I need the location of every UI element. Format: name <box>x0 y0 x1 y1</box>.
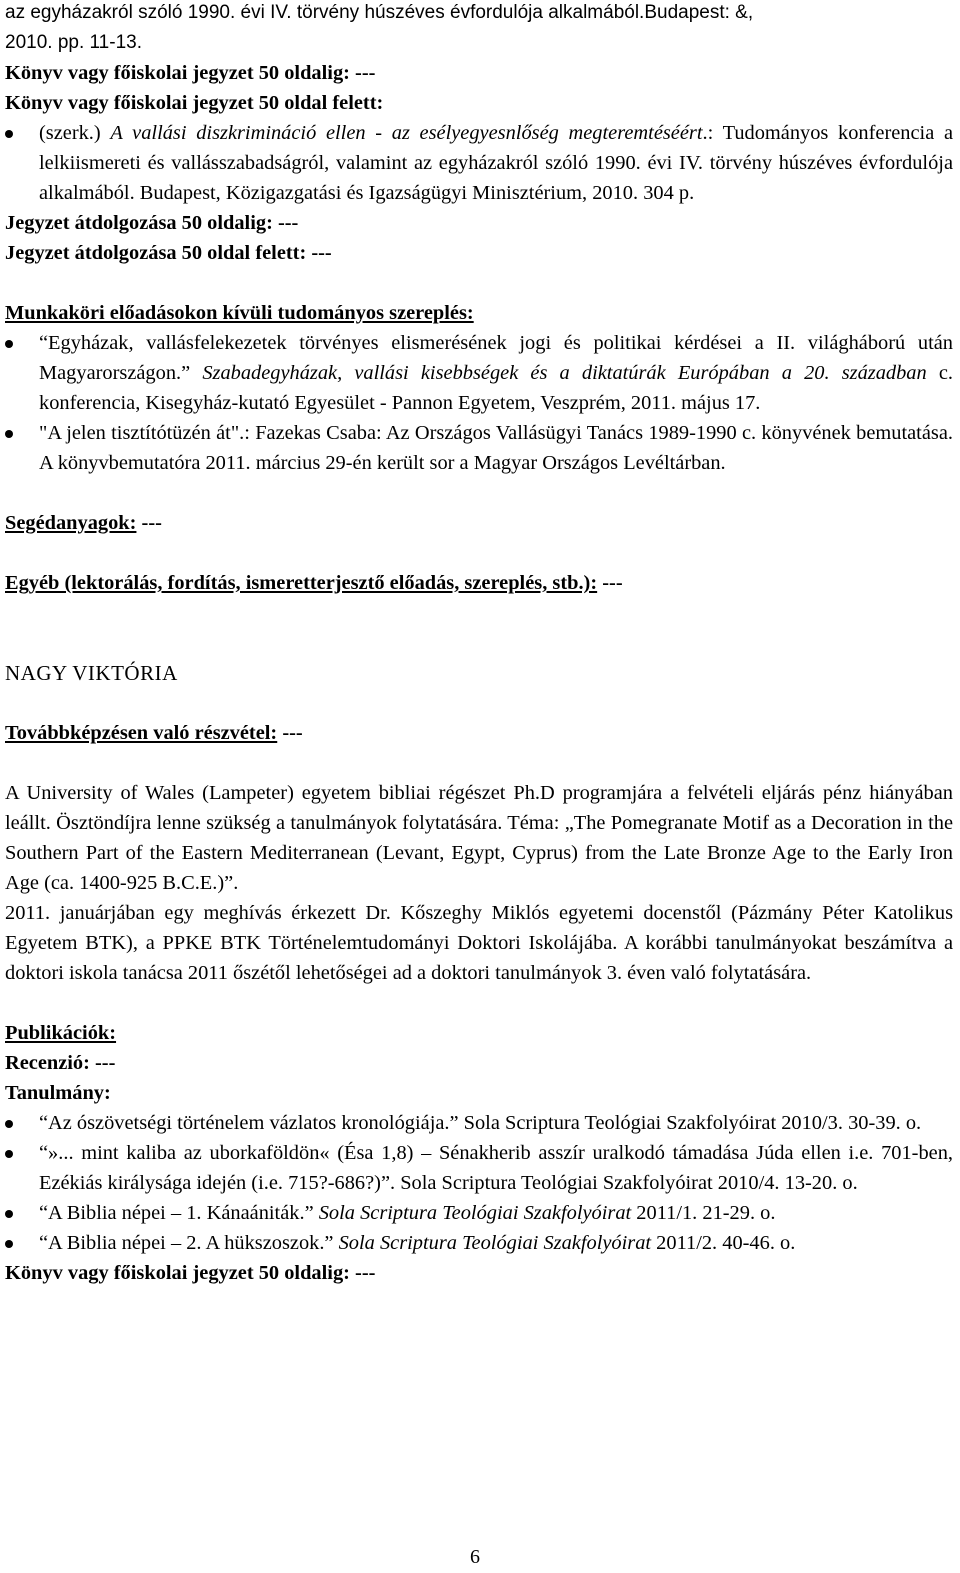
publications-heading: Publikációk: <box>5 1022 117 1044</box>
page-number: 6 <box>470 1546 480 1568</box>
item-prefix: (szerk.) <box>39 122 101 144</box>
invitation-paragraph: 2011. januárjában egy meghívás érkezett Dr. Kőszeghy Miklós egyetemi docenstől (Pázmány Péter Katolikus Egyetem BTK), a PPKE BTK Történelemtudományi Doktori Iskolájába. A korábbi tanulmányokat beszámítva a doktori iskola tanácsa 2011 őszétől lehetőségei ad a doktori tanulmányok 3. éven való folytatására. <box>5 902 953 984</box>
training-value: --- <box>277 722 303 744</box>
list-item <box>5 1138 953 1198</box>
study-3-journal: Sola Scriptura Teológiai Szakfolyóirat <box>318 1202 632 1224</box>
top-line-2: 2010. pp. 11-13. <box>5 32 142 53</box>
other-line <box>5 568 953 598</box>
lecture-1-rest: c. konferencia, Kisegyház-kutató Egyesület - Pannon Egyetem, Veszprém, 2011. május 17. <box>39 362 953 414</box>
review-line: Recenzió: --- <box>5 1052 116 1074</box>
aids-line <box>5 508 953 538</box>
document-page <box>5 0 953 1288</box>
list-item <box>5 418 953 478</box>
note-over-50: Jegyzet átdolgozása 50 oldal felett: --- <box>5 242 332 264</box>
aids-value: --- <box>136 512 162 534</box>
study-2-text: “»... mint kaliba az uborkaföldön« (Ésa 1,8) – Sénakherib asszír uralkodó támadása Júda ellen i.e. 701-ben, Ezékiás királysága idején (i.e. 715?-686?)”. Sola Scriptura Teológiai Szakfolyóirat 2010/4. 13-20. o. <box>39 1142 953 1194</box>
book-over-50: Könyv vagy főiskolai jegyzet 50 oldal felett: <box>5 92 384 114</box>
book-under-50: Könyv vagy főiskolai jegyzet 50 oldalig: --- <box>5 62 376 84</box>
list-item <box>5 1108 953 1138</box>
study-3-text: “A Biblia népei – 1. Kánaániták.” <box>39 1202 319 1224</box>
person-name: NAGY VIKTÓRIA <box>5 661 178 685</box>
list-item <box>5 1198 953 1228</box>
training-line <box>5 718 953 748</box>
study-4-rest: 2011/2. 40-46. o. <box>651 1232 796 1254</box>
lectures-list <box>5 328 953 478</box>
item-rest: .: Tudományos konferencia a lelkiismereti és vallásszabadságról, valamint az egyházakról szóló 1990. évi IV. törvény húszéves évfordulója alkalmából. Budapest, Közigazgatási és Igazságügyi Minisztérium, 2010. 304 p. <box>39 122 953 204</box>
book-under-50-bottom: Könyv vagy főiskolai jegyzet 50 oldalig: --- <box>5 1262 376 1284</box>
studies-label: Tanulmány: <box>5 1082 111 1104</box>
book-list <box>5 118 953 208</box>
note-under-50: Jegyzet átdolgozása 50 oldalig: --- <box>5 212 299 234</box>
phd-paragraph: A University of Wales (Lampeter) egyetem bibliai régészet Ph.D programjára a felvételi eljárás pénz hiányában leállt. Ösztöndíjra lenne szükség a tanulmányok folytatására. Téma: „The Pomegranate Motif as a Decoration in the Southern Part of the Eastern Mediterranean (Levant, Egypt, Cyprus) from the Late Bronze Age to the Early Iron Age (ca. 1400-925 B.C.E.)”. <box>5 782 953 894</box>
list-item <box>5 118 953 208</box>
other-label: Egyéb (lektorálás, fordítás, ismeretterjesztő előadás, szereplés, stb.): <box>5 572 598 594</box>
top-line-1: az egyházakról szóló 1990. évi IV. törvény húszéves évfordulója alkalmából.Budapest: &, <box>5 2 754 23</box>
top-continuation <box>5 0 953 58</box>
study-4-text: “A Biblia népei – 2. A hükszoszok.” <box>39 1232 339 1254</box>
lectures-heading: Munkaköri előadásokon kívüli tudományos szereplés: <box>5 302 474 324</box>
list-item <box>5 328 953 418</box>
studies-list <box>5 1108 953 1258</box>
training-label: Továbbképzésen való részvétel: <box>5 722 278 744</box>
study-1-text: “Az ószövetségi történelem vázlatos kronológiája.” Sola Scriptura Teológiai Szakfolyóirat 2010/3. 30-39. o. <box>39 1112 922 1134</box>
study-4-journal: Sola Scriptura Teológiai Szakfolyóirat <box>338 1232 652 1254</box>
study-3-rest: 2011/1. 21-29. o. <box>631 1202 776 1224</box>
other-value: --- <box>597 572 623 594</box>
item-title: A vallási diszkrimináció ellen - az esélyegyesnlőség megteremtéséért <box>110 122 703 144</box>
lecture-1-text: “Egyházak, vallásfelekezetek törvényes elismerésének jogi és politikai kérdései a II. világháború után Magyarországon.” <box>39 332 953 384</box>
lecture-1-italic: Szabadegyházak, vallási kisebbségek és a diktatúrák Európában a 20. században <box>190 362 927 384</box>
aids-label: Segédanyagok: <box>5 512 137 534</box>
lecture-2-text: "A jelen tisztítótüzén át".: Fazekas Csaba: Az Országos Vallásügyi Tanács 1989-1990 c. könyvének bemutatása. A könyvbemutatóra 2011. március 29-én került sor a Magyar Országos Levéltárban. <box>39 422 953 474</box>
list-item <box>5 1228 953 1258</box>
